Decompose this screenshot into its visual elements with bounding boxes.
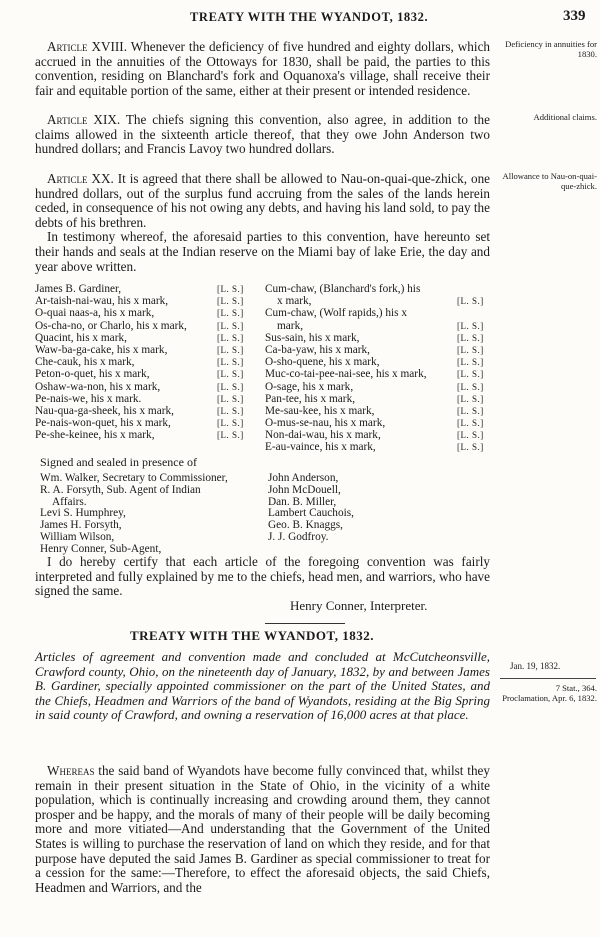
article-19	[35, 113, 490, 157]
seal-mark: [L. S.]	[217, 357, 244, 368]
seal-mark: [L. S.]	[217, 308, 244, 319]
signer-name: Pe-nais-won-quet, his x mark,	[35, 417, 171, 430]
signer-row	[265, 393, 490, 405]
signer-name: Cum-chaw, (Blanchard's fork,) his	[265, 283, 421, 295]
article-18-heading: Article XVIII.	[47, 39, 127, 54]
signer-name: Waw-ba-ga-cake, his x mark,	[35, 343, 168, 356]
seal-mark: [L. S.]	[217, 369, 244, 380]
seal-mark: [L. S.]	[217, 430, 244, 441]
margin-note-allowance: Allowance to Nau-on-quai-que-zhick.	[502, 171, 597, 191]
seal-mark: [L. S.]	[217, 418, 244, 429]
signer-name: mark,	[277, 319, 304, 332]
signer-row	[35, 381, 260, 393]
seal-mark: [L. S.]	[457, 418, 484, 429]
seal-mark: [L. S.]	[217, 320, 244, 331]
signer-row	[35, 417, 260, 429]
signer-row	[35, 429, 260, 441]
witness-name: Lambert Cauchois,	[268, 507, 354, 520]
signer-name: Ca-ba-yaw, his x mark,	[265, 343, 370, 356]
seal-mark: [L. S.]	[457, 296, 484, 307]
article-20-heading: Article XX.	[47, 171, 114, 186]
signer-name: Pe-she-keinee, his x mark,	[35, 429, 155, 442]
interpreter-signature: Henry Conner, Interpreter.	[290, 598, 428, 613]
witness-name: Wm. Walker, Secretary to Commissioner,	[40, 472, 228, 484]
seal-mark: [L. S.]	[217, 381, 244, 392]
seal-mark: [L. S.]	[457, 369, 484, 380]
seal-mark: [L. S.]	[217, 332, 244, 343]
margin-rule	[500, 678, 596, 679]
seal-mark: [L. S.]	[457, 344, 484, 355]
whereas-text: the said band of Wyandots have become fully convinced that, whilst they remain in their present situation in the State of Ohio, in the vicinity of a white population, which is continually increasing and crowding around them, they cannot prosper and be happy, and the morals of many of their people will be daily becoming more and more vitiated—And understanding that the Government of the United States is willing to purchase the reservation of land on which they reside, and for that purpose have deputed the said James B. Gardiner as special commissioner to treat for a cession for the same:—Therefore, to effect the aforesaid objects, the said Chiefs, Headmen and Warriors, and the	[35, 763, 490, 895]
signer-row	[265, 283, 490, 295]
signer-row	[35, 283, 260, 295]
witness-name: Henry Conner, Sub-Agent,	[40, 542, 162, 555]
article-19-heading: Article XIX.	[47, 112, 121, 127]
witness-name: J. J. Godfroy.	[268, 530, 329, 543]
signer-name: O-quai naas-a, his x mark,	[35, 307, 155, 320]
signer-row	[265, 368, 490, 380]
seal-mark: [L. S.]	[217, 344, 244, 355]
signer-name: Sus-sain, his x mark,	[265, 331, 360, 344]
signer-row	[265, 356, 490, 368]
seal-mark: [L. S.]	[217, 284, 244, 294]
signer-row	[35, 295, 260, 307]
signer-row	[35, 307, 260, 319]
signer-row	[35, 320, 260, 332]
witness-name: Geo. B. Knaggs,	[268, 519, 343, 532]
signer-row	[35, 405, 260, 417]
signer-name: O-sho-quene, his x mark,	[265, 356, 380, 369]
article-18	[35, 40, 490, 98]
seal-mark: [L. S.]	[457, 320, 484, 331]
witness-name: R. A. Forsyth, Sub. Agent of Indian	[40, 483, 201, 496]
article-20	[35, 172, 490, 274]
signer-name: x mark,	[277, 295, 312, 308]
article-19-text: The chiefs signing this convention, also agree, in addition to the claims allowed in the sixteenth article thereof, that they owe John Anderson two hundred dollars; and Francis Lavoy two hundred dollars.	[35, 112, 490, 157]
witness-name: John McDouell,	[268, 483, 341, 496]
whereas-heading: Whereas	[47, 763, 95, 778]
seal-mark: [L. S.]	[217, 405, 244, 416]
signer-row	[265, 332, 490, 344]
running-title: TREATY WITH THE WYANDOT, 1832.	[190, 10, 429, 24]
signer-row	[265, 381, 490, 393]
witness-name: William Wilson,	[40, 530, 115, 543]
signer-row	[35, 368, 260, 380]
signer-name: Pe-nais-we, his x mark.	[35, 392, 142, 405]
seal-mark: [L. S.]	[457, 393, 484, 404]
signer-row	[265, 417, 490, 429]
seal-mark: [L. S.]	[457, 357, 484, 368]
signer-row	[265, 344, 490, 356]
interpreter-certificate	[35, 555, 490, 599]
signer-name: Ar-taish-nai-wau, his x mark,	[35, 295, 169, 308]
seal-mark: [L. S.]	[457, 332, 484, 343]
witness-name: John Anderson,	[268, 472, 339, 484]
witness-name: Levi S. Humphrey,	[40, 507, 126, 520]
seal-mark: [L. S.]	[217, 393, 244, 404]
signer-name: Non-dai-wau, his x mark,	[265, 429, 381, 442]
witness-name: Affairs.	[52, 495, 87, 508]
witnesses-right-column	[268, 473, 354, 544]
section-divider	[265, 623, 345, 624]
signer-row	[265, 429, 490, 441]
signer-name: Peton-o-quet, his x mark,	[35, 368, 150, 381]
signer-row	[35, 356, 260, 368]
seal-mark: [L. S.]	[457, 381, 484, 392]
whereas-clause	[35, 764, 490, 895]
article-18-text: Whenever the deficiency of five hundred and eighty dollars, which accrued in the annuities of the Ottoways for 1830, shall be paid, the parties to this convention, residing on Blanchard's fork and Oquanoxa's village, shall receive their fair and equitable portion of the same, either at their present or intended residence.	[35, 39, 491, 98]
margin-note-date: Jan. 19, 1832.	[510, 661, 561, 671]
signer-row	[265, 320, 490, 332]
witnesses-left-column	[40, 473, 228, 556]
margin-note-proclamation: Proclamation, Apr. 6, 1832.	[502, 693, 597, 703]
signer-name: Os-cha-no, or Charlo, his x mark,	[35, 319, 187, 332]
signer-row	[265, 441, 490, 453]
signer-name: E-au-vaince, his x mark,	[265, 441, 376, 454]
signer-row	[35, 393, 260, 405]
witness-name: James H. Forsyth,	[40, 519, 122, 532]
article-20-text: It is agreed that there shall be allowed to Nau-on-quai-que-zhick, one hundred dollars, out of the surplus fund accruing from the sales of the lands herein ceded, in consequence of his not owing any debts, and having his land sold, to pay the debts of his brethren.	[35, 171, 491, 230]
signer-name: Che-cauk, his x mark,	[35, 356, 135, 369]
seal-mark: [L. S.]	[457, 442, 484, 453]
page-number: 339	[563, 8, 586, 24]
presence-heading: Signed and sealed in presence of	[40, 455, 197, 469]
signer-name: Nau-qua-ga-sheek, his x mark,	[35, 404, 174, 417]
margin-note-deficiency: Deficiency in annuities for 1830.	[505, 39, 597, 59]
witness-name: Dan. B. Miller,	[268, 495, 337, 508]
page-header	[0, 8, 600, 28]
signer-row	[265, 295, 490, 307]
articles-of-agreement: Articles of agreement and convention made and concluded at McCutcheonsville, Crawford county, Ohio, on the nineteenth day of January, 1832, by and between James B. Gardiner, specially appointed commissioner on the part of the United States, and the Chiefs, Headmen and Warriors of the band of Wyandots, residing at the Big Spring in said county of Crawford, and owning a reservation of 16,000 acres at that place.	[35, 649, 490, 723]
seal-mark: [L. S.]	[457, 430, 484, 441]
signer-row	[35, 344, 260, 356]
signer-name: O-sage, his x mark,	[265, 380, 354, 393]
signer-name: Pan-tee, his x mark,	[265, 392, 356, 405]
signer-name: O-mus-se-nau, his x mark,	[265, 417, 386, 430]
signer-name: Muc-co-tai-pee-nai-see, his x mark,	[265, 368, 427, 381]
treaty-title: TREATY WITH THE WYANDOT, 1832.	[130, 628, 374, 643]
signer-name: Me-sau-kee, his x mark,	[265, 404, 375, 417]
signer-row	[35, 332, 260, 344]
seal-mark: [L. S.]	[217, 296, 244, 307]
margin-note-additional-claims: Additional claims.	[533, 112, 597, 122]
signer-name: Cum-chaw, (Wolf rapids,) his x	[265, 307, 408, 320]
margin-note-stat: 7 Stat., 364.	[555, 683, 597, 693]
testimony-text: In testimony whereof, the aforesaid parties to this convention, have hereunto set their hands and seals at the Indian reserve on the Miami bay of lake Erie, the day and year above written.	[35, 229, 490, 274]
signer-name: James B. Gardiner,	[35, 283, 122, 295]
signer-row	[265, 307, 490, 319]
signer-name: Oshaw-wa-non, his x mark,	[35, 380, 161, 393]
seal-mark: [L. S.]	[457, 405, 484, 416]
signers-right-column	[265, 283, 490, 454]
certificate-text: I do hereby certify that each article of the foregoing convention was fairly interpreted and fully explained by me to the chiefs, head men, and warriors, who have signed the same.	[35, 554, 490, 599]
signer-name: Quacint, his x mark,	[35, 331, 127, 344]
signer-row	[265, 405, 490, 417]
signers-left-column	[35, 283, 260, 441]
